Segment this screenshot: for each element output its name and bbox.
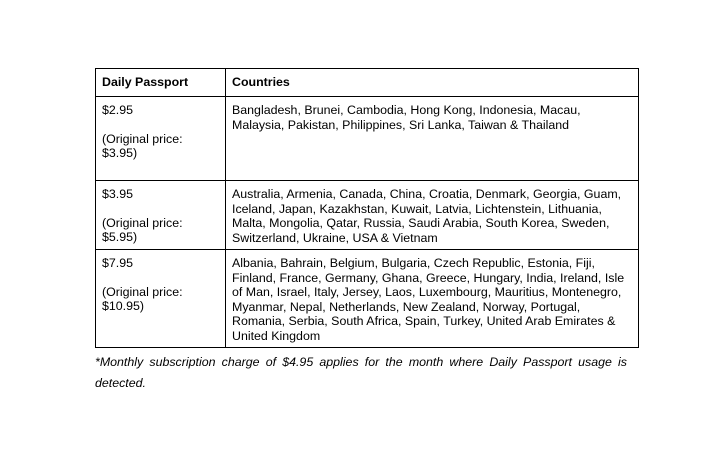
table-row	[96, 250, 639, 348]
document-body	[95, 68, 639, 394]
countries-cell: Australia, Armenia, Canada, China, Croatia, Denmark, Georgia, Guam, Iceland, Japan, Kazakhstan, Kuwait, Latvia, Lichtenstein, Lithuania, Malta, Mongolia, Qatar, Russia, Saudi Arabia, South Korea, Sweden, Switzerland, Ukraine, USA & Vietnam	[226, 181, 639, 250]
price-value: $2.95	[102, 103, 134, 117]
price-cell	[96, 181, 226, 250]
header-daily-passport: Daily Passport	[96, 69, 226, 97]
price-cell	[96, 250, 226, 348]
table-row	[96, 181, 639, 250]
original-price: (Original price: $10.95)	[102, 284, 183, 313]
countries-cell: Albania, Bahrain, Belgium, Bulgaria, Czech Republic, Estonia, Fiji, Finland, France, Germany, Ghana, Greece, Hungary, India, Ireland, Isle of Man, Israel, Italy, Jersey, Laos, Luxembourg, Mauritius, Montenegro, Myanmar, Nepal, Netherlands, New Zealand, Norway, Portugal, Romania, Serbia, South Africa, Spain, Turkey, United Arab Emirates & United Kingdom	[226, 250, 639, 348]
pricing-table	[95, 68, 639, 348]
price-value: $7.95	[102, 256, 134, 270]
price-cell	[96, 97, 226, 181]
original-price: (Original price: $5.95)	[102, 215, 183, 244]
table-row	[96, 97, 639, 181]
original-price: (Original price: $3.95)	[102, 131, 183, 160]
footnote: *Monthly subscription charge of $4.95 applies for the month where Daily Passport usage is detected.	[95, 355, 627, 390]
price-value: $3.95	[102, 187, 134, 201]
header-countries: Countries	[226, 69, 639, 97]
table-header-row	[96, 69, 639, 97]
countries-cell: Bangladesh, Brunei, Cambodia, Hong Kong, Indonesia, Macau, Malaysia, Pakistan, Philippines, Sri Lanka, Taiwan & Thailand	[226, 97, 639, 181]
